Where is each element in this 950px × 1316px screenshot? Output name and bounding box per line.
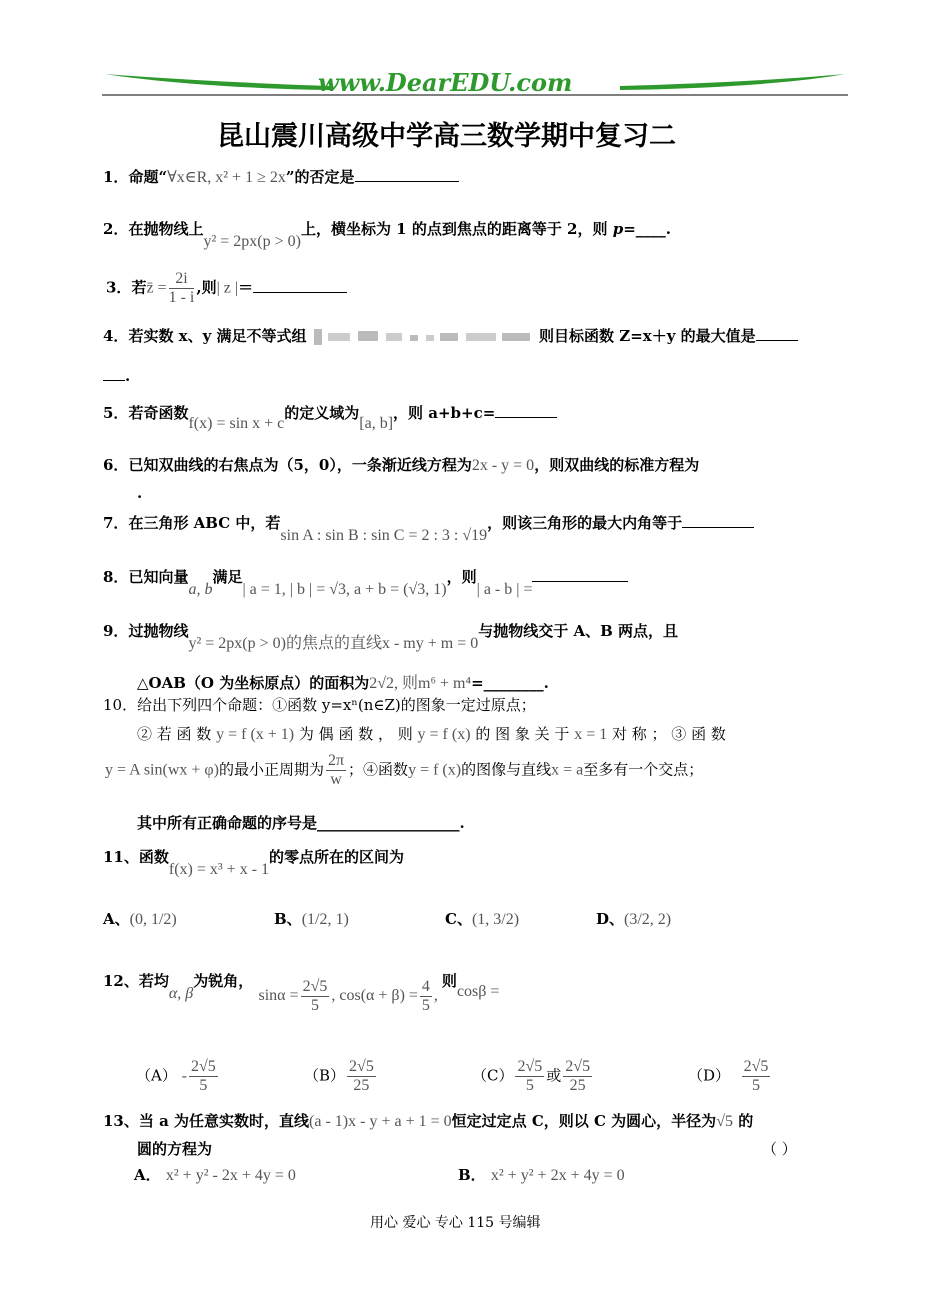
question-11-option-a[interactable]: A、(0, 1/2) bbox=[103, 910, 177, 928]
question-10-line-4: 其中所有正确命题的序号是___________________. bbox=[137, 814, 465, 832]
question-1: 1．命题“∀x∈R, x² + 1 ≥ 2x”的否定是 bbox=[103, 166, 459, 187]
inequality-system-image bbox=[312, 327, 534, 347]
question-11-option-c[interactable]: C、(1, 3/2) bbox=[445, 910, 520, 928]
question-10-line-2: ② 若 函 数 y = f (x + 1) 为 偶 函 数 ， 则 y = f (x) 的 图 象 关 于 x = 1 对 称 ； ③ 函 数 bbox=[137, 725, 726, 743]
header-logo-text: www.DearEDU.com bbox=[318, 68, 573, 97]
question-6: 6．已知双曲线的右焦点为（5，0），一条渐近线方程为2x - y = 0，则双曲线的标准方程为 bbox=[103, 456, 700, 474]
fraction: $\frac{4}{5}$ bbox=[421, 978, 430, 1014]
question-13-option-b[interactable]: B． x² + y² + 2x + 4y = 0 bbox=[458, 1166, 625, 1184]
question-2: 2．在抛物线上y² = 2px(p > 0)上，横坐标为 1 的点到焦点的距离等于 2，则 p=____. bbox=[103, 220, 672, 250]
fraction: $\frac{2\pi}{w}$ bbox=[327, 752, 345, 788]
question-10-line-1: 10．给出下列四个命题：①函数 y=xⁿ(n∈Z)的图象一定过原点； bbox=[103, 696, 536, 714]
fraction: $\frac{2i}{1 - i}$ bbox=[168, 270, 195, 306]
question-8: 8．已知向量a, b满足| a = 1, | b | = √3, a + b = (√3, 1)，则| a - b | = bbox=[103, 566, 628, 587]
page-footer: 用心 爱心 专心 115 号编辑 bbox=[370, 1215, 541, 1231]
fraction: $\frac{2√5}{5}$ bbox=[517, 1058, 543, 1094]
question-4: 4．若实数 x、y 满足不等式组 则目标函数 Z=x＋y 的最大值是 bbox=[103, 325, 798, 347]
question-13-line-2: 圆的方程为 bbox=[137, 1140, 213, 1158]
question-12-option-d[interactable]: （D） $\frac{2√5}{5}$ bbox=[688, 1058, 769, 1094]
question-13: 13、当 a 为任意实数时，直线(a - 1)x - y + a + 1 = 0恒定过定点 C，则以 C 为圆心，半径为√5 的 bbox=[103, 1112, 754, 1130]
question-13-option-a[interactable]: A． x² + y² - 2x + 4y = 0 bbox=[134, 1166, 296, 1184]
question-5: 5．若奇函数f(x) = sin x + c的定义域为[a, b]，则 a+b+c= bbox=[103, 402, 557, 423]
question-11-option-b[interactable]: B、(1/2, 1) bbox=[274, 910, 349, 928]
question-7: 7．在三角形 ABC 中，若sin A : sin B : sin C = 2 : 3 : √19，则该三角形的最大内角等于 bbox=[103, 512, 754, 533]
question-13-answer-paren[interactable]: （ ） bbox=[762, 1140, 797, 1158]
fraction: $\frac{2√5}{25}$ bbox=[349, 1058, 374, 1094]
question-9: 9．过抛物线y² = 2px(p > 0)的焦点的直线x - my + m = 0与抛物线交于 A、B 两点，且 bbox=[103, 622, 678, 652]
question-11-option-d[interactable]: D、(3/2, 2) bbox=[596, 910, 672, 928]
question-11: 11、函数f(x) = x³ + x - 1的零点所在的区间为 bbox=[103, 848, 405, 878]
fraction: $\frac{2√5}{5}$ bbox=[190, 1058, 216, 1094]
question-3: 3．若z̄ = $\frac{2i}{1 - i}$ ,则| z |＝ bbox=[106, 270, 347, 307]
question-4-continued: . bbox=[103, 366, 130, 385]
fraction: $\frac{2√5}{5}$ bbox=[302, 978, 328, 1014]
question-12-option-a[interactable]: （A） - $\frac{2√5}{5}$ bbox=[136, 1058, 216, 1094]
question-12-option-c[interactable]: （C） $\frac{2√5}{5}$ 或 $\frac{2√5}{25}$ bbox=[472, 1058, 591, 1094]
question-6-continued: . bbox=[137, 484, 143, 502]
fraction: $\frac{2√5}{25}$ bbox=[565, 1058, 591, 1094]
question-12-option-b[interactable]: （B） $\frac{2√5}{25}$ bbox=[304, 1058, 374, 1094]
question-10-line-3: y = A sin(wx + φ)的最小正周期为 $\frac{2\pi}{w}$ ；④函数y = f (x)的图像与直线x = a至多有一个交点； bbox=[105, 752, 704, 788]
question-9-continued: △OAB（O 为坐标原点）的面积为2√2, 则m⁶ + m⁴=________. bbox=[137, 674, 549, 692]
page-title: 昆山震川高级中学高三数学期中复习二 bbox=[217, 121, 676, 152]
fraction: $\frac{2√5}{5}$ bbox=[743, 1058, 769, 1094]
question-12: 12、若均α, β为锐角， sinα = $\frac{2√5}{5}$ , cos(α + β) = $\frac{4}{5}$ , 则cosβ = bbox=[103, 972, 500, 1014]
